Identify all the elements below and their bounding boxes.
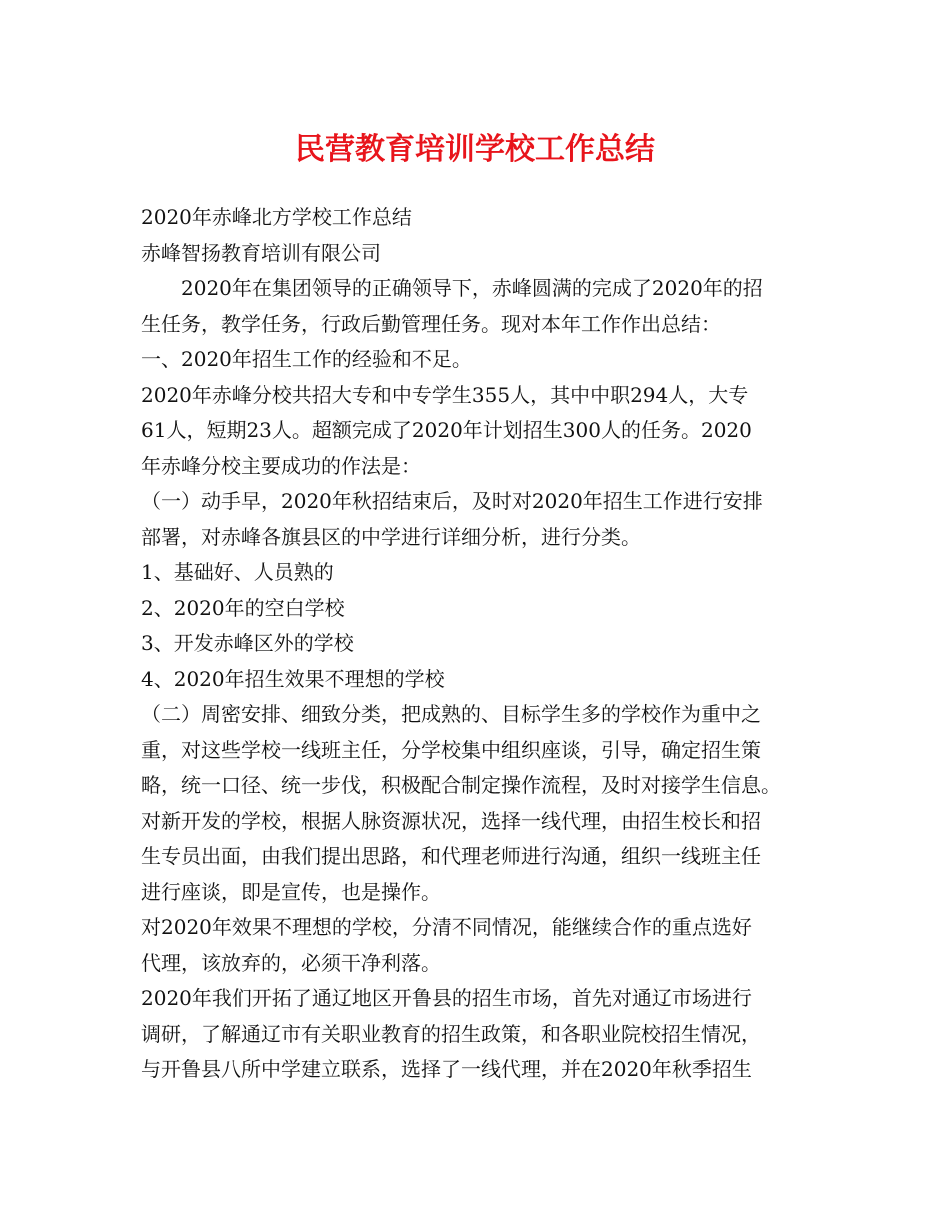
paragraph-line: 略，统一口径、统一步伐，积极配合制定操作流程，及时对接学生信息。 <box>141 773 781 797</box>
list-item-line: 2、2020年的空白学校 <box>141 595 345 620</box>
paragraph-line: 对2020年效果不理想的学校，分清不同情况，能继续合作的重点选好 <box>141 915 752 939</box>
subtitle-line: 2020年赤峰北方学校工作总结 <box>141 205 412 229</box>
company-name-line: 赤峰智扬教育培训有限公司 <box>141 240 381 265</box>
paragraph-line: 生专员出面，由我们提出思路，和代理老师进行沟通，组织一线班主任 <box>141 844 761 868</box>
paragraph-line: 调研，了解通辽市有关职业教育的招生政策，和各职业院校招生情况， <box>141 1021 761 1046</box>
paragraph-line: 对新开发的学校，根据人脉资源状况，选择一线代理，由招生校长和招 <box>141 808 761 833</box>
list-item-line: 3、开发赤峰区外的学校 <box>141 631 354 655</box>
paragraph-line: 生任务，教学任务，行政后勤管理任务。现对本年工作作出总结： <box>141 311 721 336</box>
paragraph-line: 年赤峰分校主要成功的作法是： <box>141 453 421 478</box>
list-item-line: 4、2020年招生效果不理想的学校 <box>141 666 445 691</box>
document-title: 民营教育培训学校工作总结 <box>295 132 655 167</box>
document-body <box>141 200 821 1088</box>
paragraph-line: 部署，对赤峰各旗县区的中学进行详细分析，进行分类。 <box>141 524 641 549</box>
section-heading-line: 一、2020年招生工作的经验和不足。 <box>141 347 472 371</box>
paragraph-line: 进行座谈，即是宣传，也是操作。 <box>141 879 441 904</box>
paragraph-line: 重，对这些学校一线班主任，分学校集中组织座谈，引导，确定招生策 <box>141 737 761 762</box>
list-item-line: 1、基础好、人员熟的 <box>141 560 334 584</box>
paragraph-line: （二）周密安排、细致分类，把成熟的、目标学生多的学校作为重中之 <box>141 702 761 726</box>
paragraph-line: （一）动手早，2020年秋招结束后，及时对2020年招生工作进行安排 <box>141 489 763 513</box>
paragraph-line: 与开鲁县八所中学建立联系，选择了一线代理，并在2020年秋季招生 <box>141 1057 752 1081</box>
paragraph-line: 2020年在集团领导的正确领导下，赤峰圆满的完成了2020年的招 <box>181 276 763 300</box>
paragraph-line: 代理，该放弃的，必须干净利落。 <box>141 950 441 975</box>
paragraph-line: 61人，短期23人。超额完成了2020年计划招生300人的任务。2020 <box>141 418 752 442</box>
paragraph-line: 2020年赤峰分校共招大专和中专学生355人，其中中职294人，大专 <box>141 382 749 407</box>
paragraph-line: 2020年我们开拓了通辽地区开鲁县的招生市场，首先对通辽市场进行 <box>141 986 752 1010</box>
